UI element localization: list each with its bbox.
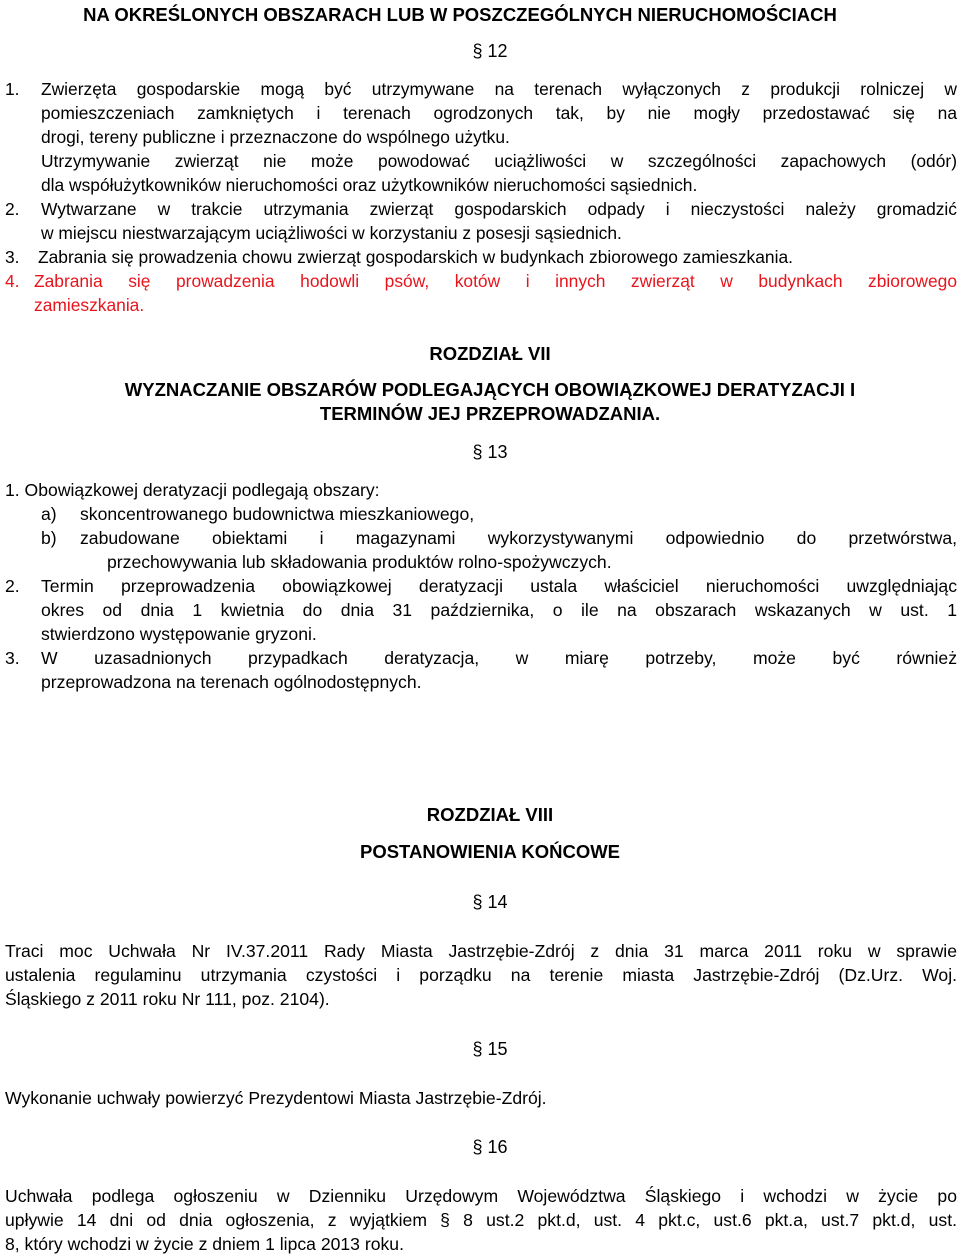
section-12-item-1	[5, 77, 957, 197]
text-line: Zwierzęta gospodarskie mogą być utrzymywane na terenach wyłączonych z produkcji rolniczej w	[41, 79, 957, 99]
item-number: 3.	[5, 247, 20, 267]
item-number: 2.	[5, 576, 20, 596]
top-heading: NA OKREŚLONYCH OBSZARACH LUB W POSZCZEGÓLNYCH NIERUCHOMOŚCIACH	[83, 4, 837, 25]
chapter-8-title: ROZDZIAŁ VIII	[426, 804, 554, 825]
text-line: Uchwała podlega ogłoszeniu w Dzienniku Urzędowym Województwa Śląskiego i wchodzi w życie po	[5, 1186, 957, 1206]
text-line: zamieszkania.	[34, 295, 145, 315]
section-15-sign: § 15	[472, 1039, 508, 1059]
item-label: b)	[41, 528, 57, 548]
text-line: skoncentrowanego budownictwa mieszkaniowego,	[80, 504, 475, 524]
text-line: zabudowane obiektami i magazynami wykorzystywanymi odpowiednio do przetwórstwa,	[80, 528, 957, 548]
chapter-8-subtitle: POSTANOWIENIA KOŃCOWE	[359, 841, 621, 862]
text-line: okres od dnia 1 kwietnia do dnia 31 października, o ile na obszarach wskazanych w ust. 1	[41, 600, 957, 620]
text-line: Termin przeprowadzenia obowiązkowej deratyzacji ustala właściciel nieruchomości uwzględniając	[41, 576, 957, 596]
section-15-text: Wykonanie uchwały powierzyć Prezydentowi Miasta Jastrzębie-Zdrój.	[5, 1088, 547, 1108]
section-16-text	[5, 1184, 957, 1256]
section-12-item-2	[5, 197, 957, 245]
item-label: a)	[41, 504, 57, 524]
section-13-item-2	[5, 574, 957, 646]
text-line: drogi, tereny publiczne i przeznaczone do wspólnego użytku.	[41, 127, 510, 147]
text-line: upływie 14 dni od dnia ogłoszenia, z wyjątkiem § 8 ust.2 pkt.d, ust. 4 pkt.c, ust.6 pkt.a, ust.7 pkt.d, ust.	[5, 1210, 957, 1230]
text-line: przeprowadzona na terenach ogólnodostępnych.	[41, 672, 422, 692]
section-12-item-4	[5, 269, 957, 317]
text-line: Traci moc Uchwała Nr IV.37.2011 Rady Miasta Jastrzębie-Zdrój z dnia 31 marca 2011 roku w sprawie	[5, 941, 957, 961]
item-number: 2.	[5, 199, 20, 219]
text-line: W uzasadnionych przypadkach deratyzacja, w miarę potrzeby, może być również	[41, 648, 957, 668]
text-line: Utrzymywanie zwierząt nie może powodować uciążliwości w szczególności zapachowych (odór)	[41, 151, 957, 171]
text-line: ustalenia regulaminu utrzymania czystości i porządku na terenie miasta Jastrzębie-Zdrój (Dz.Urz. Woj.	[5, 965, 957, 985]
text-line: w miejscu niestwarzającym uciążliwości w korzystaniu z posesji sąsiednich.	[41, 223, 622, 243]
text-line: Zabrania się prowadzenia chowu zwierząt gospodarskich w budynkach zbiorowego zamieszkania.	[38, 247, 793, 267]
section-13-item-1-intro: 1. Obowiązkowej deratyzacji podlegają obszary:	[5, 480, 380, 500]
section-13-sign: § 13	[472, 442, 508, 462]
section-13-item-1b	[41, 526, 957, 574]
section-14-text	[5, 939, 957, 1011]
section-13-item-3	[5, 646, 957, 694]
section-14-sign: § 14	[472, 892, 508, 912]
text-line: pomieszczeniach zamkniętych i terenach ogrodzonych tak, by nie mogły przedostawać się na	[41, 103, 957, 123]
chapter-7-subtitle-line-2: TERMINÓW JEJ PRZEPROWADZANIA.	[319, 403, 661, 424]
text-line: stwierdzono występowanie gryzoni.	[41, 624, 317, 644]
text-line: dla współużytkowników nieruchomości oraz użytkowników nieruchomości sąsiednich.	[41, 175, 698, 195]
section-16-sign: § 16	[472, 1137, 508, 1157]
item-number: 1.	[5, 79, 20, 99]
chapter-7-title: ROZDZIAŁ VII	[429, 343, 551, 364]
text-line: Wytwarzane w trakcie utrzymania zwierząt gospodarskich odpady i nieczystości należy gromadzić	[41, 199, 957, 219]
section-12-sign: § 12	[472, 41, 508, 61]
item-number: 3.	[5, 648, 20, 668]
text-line: Zabrania się prowadzenia hodowli psów, kotów i innych zwierząt w budynkach zbiorowego	[34, 271, 957, 291]
text-line: Śląskiego z 2011 roku Nr 111, poz. 2104).	[5, 989, 330, 1009]
section-12-item-3	[5, 245, 957, 269]
section-13-item-1a	[41, 502, 957, 526]
text-line: 8, który wchodzi w życie z dniem 1 lipca 2013 roku.	[5, 1234, 404, 1254]
text-line: przechowywania lub składowania produktów rolno-spożywczych.	[107, 552, 612, 572]
item-number: 4.	[5, 271, 20, 291]
chapter-7-subtitle-line-1: WYZNACZANIE OBSZARÓW PODLEGAJĄCYCH OBOWIĄZKOWEJ DERATYZACJI I	[124, 379, 856, 400]
